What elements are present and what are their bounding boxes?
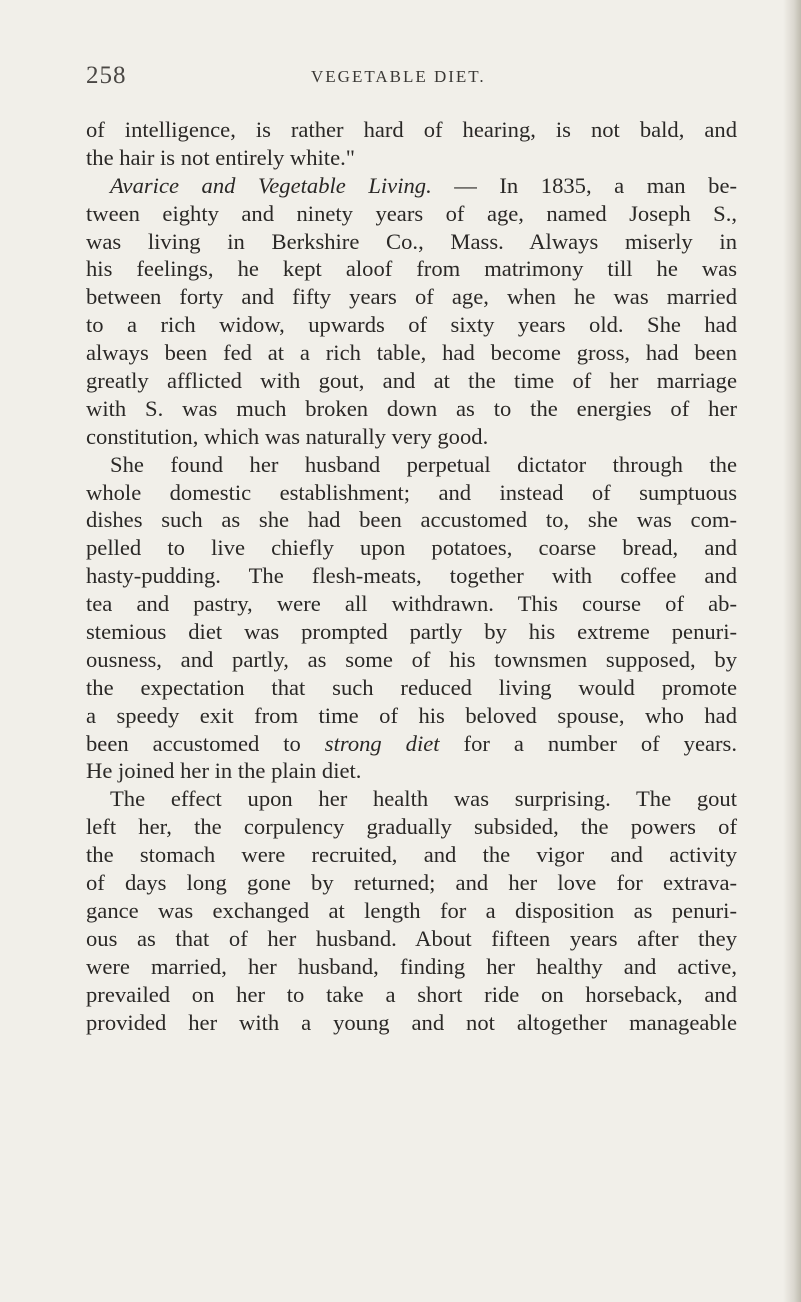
text-line: greatly afflicted with gout, and at the time of her marriage bbox=[86, 368, 737, 394]
text-line: the expectation that such reduced living would promote bbox=[86, 674, 737, 700]
text-line bbox=[86, 730, 737, 758]
text-line: tea and pastry, were all withdrawn. This course of ab- bbox=[86, 591, 737, 617]
text-line: his feelings, he kept aloof from matrimony till he was bbox=[86, 256, 737, 282]
text-line: always been fed at a rich table, had become gross, had been bbox=[86, 340, 737, 366]
page-header bbox=[86, 62, 736, 92]
text-line: between forty and fifty years of age, when he was married bbox=[86, 284, 737, 310]
text-line: hasty-pudding. The flesh-meats, together with coffee and bbox=[86, 563, 737, 589]
text-line: He joined her in the plain diet. bbox=[86, 758, 362, 784]
text-line: whole domestic establishment; and instead of sumptuous bbox=[86, 479, 737, 505]
text-line: The effect upon her health was surprising. The gout bbox=[110, 786, 737, 812]
text-line: ous as that of her husband. About fifteen years after they bbox=[86, 925, 737, 951]
text-line: constitution, which was naturally very good. bbox=[86, 423, 489, 449]
text-line: to a rich widow, upwards of sixty years old. She had bbox=[86, 312, 737, 338]
text-line: ousness, and partly, as some of his townsmen supposed, by bbox=[86, 646, 737, 672]
section-heading-italic: Avarice and Vegetable Living. bbox=[110, 172, 432, 198]
text-line: prevailed on her to take a short ride on horseback, and bbox=[86, 981, 737, 1007]
emphasis-italic: strong diet bbox=[324, 730, 440, 756]
text-segment: for a number of years. bbox=[439, 730, 737, 756]
text-line: She found her husband perpetual dictator through the bbox=[110, 451, 737, 477]
running-title: VEGETABLE DIET. bbox=[311, 67, 486, 86]
book-page-edge bbox=[783, 0, 801, 1302]
text-line: of days long gone by returned; and her love for extrava- bbox=[86, 870, 737, 896]
text-line: left her, the corpulency gradually subsided, the powers of bbox=[86, 814, 737, 840]
text-line: of intelligence, is rather hard of hearing, is not bald, and bbox=[86, 117, 737, 142]
text-line: dishes such as she had been accustomed to, she was com- bbox=[86, 507, 737, 533]
text-line: tween eighty and ninety years of age, named Joseph S., bbox=[86, 200, 737, 226]
page-number: 258 bbox=[86, 62, 127, 89]
text-line: the hair is not entirely white." bbox=[86, 144, 355, 170]
text-line: was living in Berkshire Co., Mass. Always miserly in bbox=[86, 228, 737, 254]
text-segment: — In 1835, a man be- bbox=[431, 172, 737, 198]
text-line: stemious diet was prompted partly by his extreme penuri- bbox=[86, 619, 737, 645]
text-line: provided her with a young and not altogether manageable bbox=[86, 1009, 737, 1035]
text-line: the stomach were recruited, and the vigor and activity bbox=[86, 842, 737, 868]
text-line: a speedy exit from time of his beloved spouse, who had bbox=[86, 702, 737, 728]
text-segment: been accustomed to bbox=[86, 730, 325, 756]
text-line: pelled to live chiefly upon potatoes, coarse bread, and bbox=[86, 535, 737, 561]
text-line: with S. was much broken down as to the energies of her bbox=[86, 395, 737, 421]
text-line bbox=[86, 172, 737, 200]
body-text bbox=[86, 116, 737, 1036]
text-line: gance was exchanged at length for a disposition as penuri- bbox=[86, 897, 737, 923]
text-line: were married, her husband, finding her healthy and active, bbox=[86, 953, 737, 979]
